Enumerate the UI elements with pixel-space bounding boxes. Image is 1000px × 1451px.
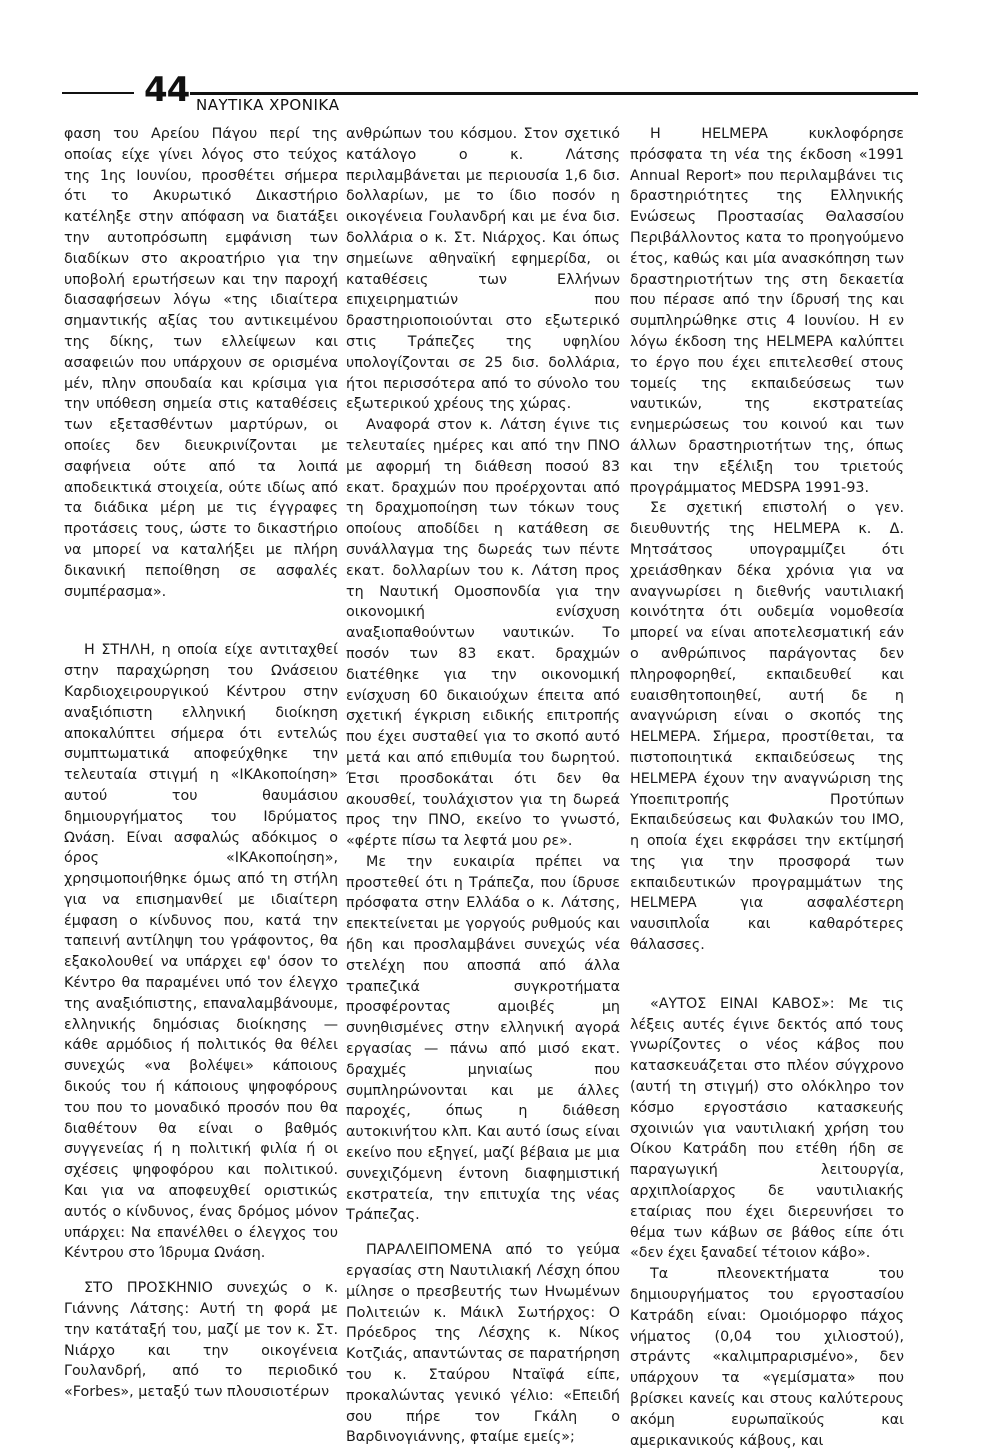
paragraph: Τα πλεονεκτήματα του δημιουργήματος του εργοστασίου Κατράδη είναι: Ομοιόμορφο πάχος νήματος (0,04 του χιλιοστού), στράντς «καλιμπραρισμένο», δεν υπάρχουν τα «γεμίσματα» που βρίσκει κανείς και στους καλύτερους ακόμη ευρωπαϊκούς και αμερικανικούς κάβους, και xyxy=(630,1266,904,1449)
paragraph: φαση του Αρείου Πάγου περί της οποίας είχε γίνει λόγος στο τεύχος της 1ης Ιουνίου, προσθέτει σήμερα ότι το Ακυρωτικό Δικαστήριο κατέληξε στην απόφαση να διατάξει την αυτοπρόσωπη εμφάνιση των διαδίκων στο ακροατήριο για την υποβολή ερωτήσεων και την παροχή διασαφήσεων λόγω «της ιδιαίτερα σημαντικής αξίας του αντικειμένου της δίκης, των ελλείψεων και ασαφειών που υπάρχουν σε ορισμένα μέν, πλην σπουδαία και κρίσιμα για την υπόθεση σημεία στις καταθέσεις των εξετασθέντων μαρτύρων, οι οποίες δεν διευκρινίζονται με σαφήνεια ούτε από τα λοιπά αποδεικτικά στοιχεία, ούτε ιδίως από τα διάδικα μέρη με τις έγγραφες προτάσεις τους, ώστε το δικαστήριο να μπορεί να καταλήξει με πλήρη δικανική πεποίθηση σε ασφαλές συμπέρασμα». xyxy=(64,126,338,600)
page-header xyxy=(62,70,918,114)
paragraph: ανθρώπων του κόσμου. Στον σχετικό κατάλογο ο κ. Λάτσης περιλαμβάνεται με περιουσία 1,6 δισ. δολλαρίων, με το ίδιο ποσόν η οικογένεια Γουλανδρή και με ένα δισ. δολλάρια ο κ. Στ. Νιάρχος. Και όπως σημείωνε αθηναϊκή εφημερίδα, οι καταθέσεις των Ελλήνων επιχειρηματιών που δραστηριοποιούνται στο εξωτερικό στις Τράπεζες της υφηλίου υπολογίζονται σε 25 δισ. δολλάρια, ήτοι περισσότερα από το σύνολο του εξωτερικού χρέους της χώρας. xyxy=(346,126,620,413)
paragraph: «ΑΥΤΟΣ ΕΙΝΑΙ ΚΑΒΟΣ»: Με τις λέξεις αυτές έγινε δεκτός από τους γνωρίζοντες ο νέος κάβος που κατασκευάζεται στο πλέον σύγχρονο (αυτή τη στιγμή) στο ολόκληρο τον κόσμο εργοστάσιο κατασκευής σχοινιών για ναυτιλιακή χρήση του Οίκου Κατράδη που ετέθη ήδη σε παραγωγική λειτουργία, αρχιπλοίαρχος δε ναυτιλιακής εταίριας που έχει διερευνήσει το θέμα των κάβων σε βάθος είπε ότι «δεν έχει ξαναδεί τέτοιον κάβο». xyxy=(630,995,904,1262)
paragraph: Αναφορά στον κ. Λάτση έγινε τις τελευταίες ημέρες και από την ΠΝΟ με αφορμή τη διάθεση ποσού 83 εκατ. δραχμών που προέρχονται από τη δραχμοποίηση των τόκων τους οποίους αποδίδει η κατάθεση σε συνάλλαγμα της δωρεάς των πέντε εκατ. δολλαρίων του κ. Λάτση προς τη Ναυτική Ομοσπονδία για την οικονομική ενίσχυση αναξιοπαθούντων ναυτικών. Το ποσόν των 83 εκατ. δραχμών διατέθηκε για την οικονομική ενίσχυση 60 δικαιούχων έπειτα από σχετική έγκριση ειδικής επιτροπής που έχει συσταθεί για το σκοπό αυτό μετά και από επιθυμία του δωρητού. Έτσι προσδοκάται ότι δεν θα ακουσθεί, τουλάχιστον για τη δωρεά προς την ΠΝΟ, εκείνο το γνωστό, «φέρτε πίσω τα λεφτά μου ρε». xyxy=(346,417,620,850)
paragraph: Η HELMEPA κυκλοφόρησε πρόσφατα τη νέα της έκδοση «1991 Annual Report» που περιλαμβάνει τις δραστηριότητες της Ελληνικής Ενώσεως Προστασίας Θαλασσίου Περιβάλλοντος κατα το προηγούμενο έτος, καθώς και μία ανασκόπηση των δραστηριοτήτων της στη δεκαετία που πέρασε από την ίδρυσή της και συμπληρώθηκε στις 4 Ιουνίου. Η εν λόγω έκδοση της HELMEPA καλύπτει το έργο που έχει επιτελεσθεί στους τομείς της εκπαιδεύσεως των ναυτικών, της εκστρατείας ενημερώσεως του κοινού και των άλλων δραστηριοτήτων της, όπως και την εξέλιξη του τριετούς προγράμματος MEDSPA 1991-93. xyxy=(630,126,904,496)
article-column-1 xyxy=(64,124,338,1403)
paragraph: ΠΑΡΑΛΕΙΠΟΜΕΝΑ από το γεύμα εργασίας στη Ναυτιλιακή Λέσχη όπου μίλησε ο πρεσβευτής των Ηνωμένων Πολιτειών κ. Μάικλ Σωτήρχος: Ο Πρόεδρος της Λέσχης κ. Νίκος Κοτζιάς, απαντώντας σε παρατήρηση του κ. Σταύρου Νταϊφά είπε, προκαλώντας γενικό γέλιο: «Επειδή σου πήρε τον Γκάλη ο Βαρδινογιάννης, φταίμε εμείς»; xyxy=(346,1242,620,1446)
page-number: 44 xyxy=(144,70,190,110)
article-column-2 xyxy=(346,124,620,1448)
magazine-title: ΝΑΥΤΙΚΑ ΧΡΟΝΙΚΑ xyxy=(196,96,340,114)
article-column-3 xyxy=(630,124,904,1451)
header-rule-right xyxy=(190,92,918,95)
paragraph: Σε σχετική επιστολή ο γεν. διευθυντής της HELMEPA κ. Δ. Μητσάτσος υπογραμμίζει ότι χρειάσθηκαν δέκα χρόνια για να αναγνωρίσει η διεθνής ναυτιλιακή κοινότητα ότι ουδεμία νομοθεσία μπορεί να είναι αποτελεσματική εάν ο ανθρώπινος παράγοντας δεν πληροφορηθεί, εκπαιδευθεί και ευαισθητοποιηθεί, αυτή δε η αναγνώριση είναι ο σκοπός της HELMEPA. Σήμερα, προστίθεται, τα πιστοποιητικά εκπαιδεύσεως της HELMEPA έχουν την αναγνώριση της Υποεπιτροπής Προτύπων Εκπαιδεύσεως και Φυλακών του IMO, η οποία έχει εκφράσει την εκτίμησή της για την προσφορά των εκπαιδευτικών προγραμμάτων της HELMEPA για ασφαλέστερη ναυσιπλοΐα και καθαρότερες θάλασσες. xyxy=(630,500,904,954)
paragraph: Με την ευκαιρία πρέπει να προστεθεί ότι η Τράπεζα, που ίδρυσε πρόσφατα στην Ελλάδα ο κ. Λάτσης, επεκτείνεται με γοργούς ρυθμούς και ήδη και προσλαμβάνει συνεχώς νέα στελέχη που αποσπά από άλλα τραπεζικά συγκροτήματα προσφέροντας αμοιβές μη συνηθισμένες στην ελληνική αγορά εργασίας — πάνω από μισό εκατ. δραχμές μηνιαίως που συμπληρώνονται και με άλλες παροχές, όπως η διάθεση αυτοκινήτου κλπ. Και αυτό ίσως είναι εκείνο που εξηγεί, μαζί βέβαια με μια συνεχιζόμενη έντονη διαφημιστική εκστρατεία, την επιτυχία της νέας Τράπεζας. xyxy=(346,853,620,1224)
paragraph: Η ΣΤΗΛΗ, η οποία είχε αντιταχθεί στην παραχώρηση του Ωνάσειου Καρδιοχειρουργικού Κέντρου στην αναξιόπιστη ελληνική διοίκηση αποκαλύπτει σήμερα ότι εντελώς συμπτωματικά αποφεύχθηκε την τελευταία στιγμή η «ΙΚΑκοποίηση» αυτού του θαυμάσιου δημιουργήματος του Ιδρύματος Ωνάση. Είναι ασφαλώς αδόκιμος ο όρος «ΙΚΑκοποίηση», χρησιμοποιήθηκε όμως από τη στήλη για να επισημανθεί με ιδιαίτερη έμφαση ο κίνδυνος που, κατά την ταπεινή αντίληψη του γράφοντος, θα εξακολουθεί να υπάρχει εφ' όσον το Κέντρο θα παραμένει υπό τον έλεγχο της αναξιόπιστης, επαναλαμβάνουμε, ελληνικής δημόσιας διοίκησης — κάθε αρμόδιος ή πολιτικός θα θέλει συνεχώς «να βολέψει» κάποιους δικούς του ή κάποιους ψηφοφόρους του που το μοναδικό προσόν που θα διαθέτουν θα είναι ο βαθμός συγγενείας ή η πολιτική φιλία ή οι σχέσεις ψηφοφόρου και πολιτικού. Και για να αποφευχθεί οριστικώς αυτός ο κίνδυνος, ένας δρόμος μόνον υπάρχει: Να επανέλθει ο έλεγχος του Κέντρου στο Ίδρυμα Ωνάση. xyxy=(64,642,338,1262)
paragraph: ΣΤΟ ΠΡΟΣΚΗΝΙΟ συνεχώς ο κ. Γιάννης Λάτσης: Αυτή τη φορά με την κατάταξή του, μαζί με τον κ. Στ. Νιάρχο και την οικογένεια Γουλανδρή, από το περιοδικό «Forbes», μεταξύ των πλουσιοτέρων xyxy=(64,1280,338,1401)
header-rule-left xyxy=(62,92,134,94)
